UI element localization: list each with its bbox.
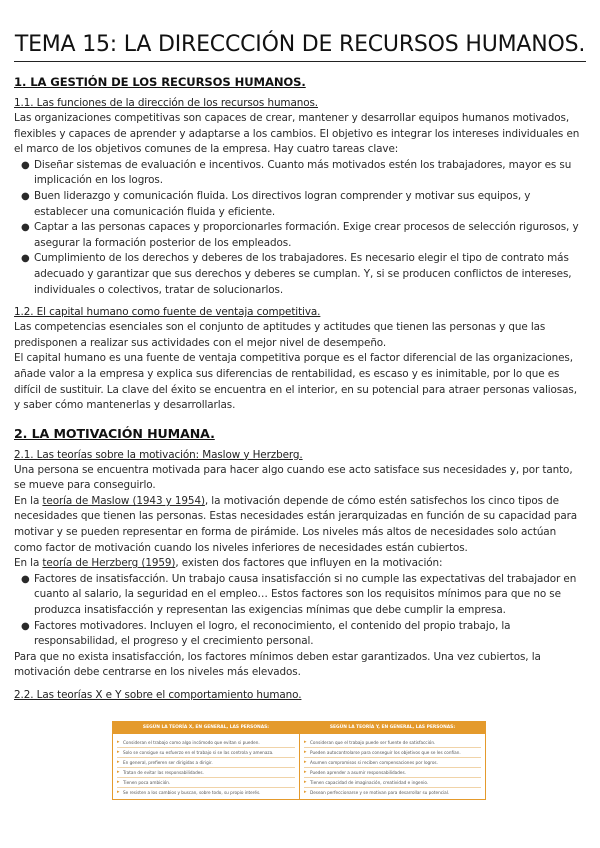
theory-y-column	[299, 722, 485, 799]
table-cell-text: Solo se consigue su esfuerzo en el trabajo si se las controla y amenaza.	[123, 750, 274, 755]
list-item-text: Factores de insatisfacción. Un trabajo causa insatisfacción si no cumple las expectativas del trabajador en cuanto al salario, la seguridad en el empleo… Estos factores son los requisitos mínimos para que no se produzca insatisfacción y representan las exigencias mínimas que debe cumplir la empresa.	[34, 572, 577, 617]
title-underline	[14, 61, 586, 62]
section-1-1-intro: Las organizaciones competitivas son capaces de crear, mantener y desarrollar equipos humanos motivados, flexibles y capaces de aprender y adaptarse a los cambios. El objetivo es integrar los intereses individuales en el marco de los objetivos comunes de la empresa. Hay cuatro tareas clave:	[14, 112, 580, 156]
table-row	[304, 778, 481, 788]
bullet-icon: ●	[21, 159, 30, 171]
table-cell-text: Asumen compromisos si reciben compensaciones por logros.	[310, 760, 438, 765]
row-arrow-icon: ▸	[304, 759, 307, 765]
bullet-icon: ●	[21, 573, 30, 585]
table-row	[117, 748, 295, 758]
section-2-2-heading: 2.2. Las teorías X e Y sobre el comportamiento humano.	[14, 689, 302, 701]
table-cell-text: Tienen poca ambición.	[123, 780, 171, 785]
section-1-1-heading: 1.1. Las funciones de la dirección de los recursos humanos.	[14, 97, 318, 109]
section-1-2-paragraph-1: Las competencias esenciales son el conjunto de aptitudes y actitudes que tienen las personas y que las predisponen a realizar sus actividades con el mejor nivel de desempeño.	[14, 321, 546, 349]
list-item	[21, 220, 586, 251]
row-arrow-icon: ▸	[304, 749, 307, 755]
list-item-text: Captar a las personas capaces y proporcionarles formación. Exige crear procesos de selección rigurosos, y asegurar la formación posterior de los empleados.	[34, 221, 579, 249]
text-run: En la	[14, 557, 43, 570]
section-2-1-paragraph-1: Una persona se encuentra motivada para hacer algo cuando ese acto satisface sus necesidades y, por tanto, se mueve para conseguirlo.	[14, 463, 573, 492]
table-row	[304, 788, 481, 797]
row-arrow-icon: ▸	[117, 769, 120, 775]
list-item	[21, 189, 586, 220]
theory-x-column	[113, 722, 299, 799]
key-tasks-list	[14, 158, 586, 298]
bullet-icon: ●	[21, 253, 30, 265]
theory-xy-table	[112, 721, 486, 800]
list-item-text: Factores motivadores. Incluyen el logro, el reconocimiento, el contenido del propio trabajo, la responsabilidad, el progreso y el crecimiento personal.	[34, 619, 511, 648]
row-arrow-icon: ▸	[304, 779, 307, 785]
bullet-icon: ●	[21, 190, 30, 202]
maslow-reference: teoría de Maslow (1943 y 1954)	[42, 494, 205, 507]
list-item	[21, 572, 586, 619]
table-row	[117, 738, 295, 748]
table-row	[304, 748, 481, 758]
table-cell-text: En general, prefieren ser dirigidas a dirigir.	[123, 760, 213, 765]
section-1-2-paragraph-2: El capital humano es una fuente de ventaja competitiva porque es el factor diferencial de las organizaciones, añade valor a la empresa y explica sus diferencias de rentabilidad, es escaso y es inimitable, por lo que es difícil de sustituir. La clave del éxito se encuentra en el interior, en su potencial para atraer personas valiosas, y saber cómo mantenerlas y desarrollarlas.	[14, 352, 577, 412]
text-run: , la motivación depende de cómo estén satisfechos los cinco tipos de necesidades que tienen las personas. Estas necesidades están jerarquizadas en función de su capacidad para motivar y se pueden representar en forma de pirámide. Los niveles más altos de necesidades solo actúan como factor de motivación cuando los niveles inferiores de necesidades están cubiertos.	[14, 494, 578, 554]
page-title: TEMA 15: LA DIRECCCIÓN DE RECURSOS HUMANOS.	[14, 32, 586, 57]
list-item	[21, 251, 586, 298]
list-item-text: Buen liderazgo y comunicación fluida. Los directivos logran comprender y motivar sus equipos, y establecer una comunicación fluida y eficiente.	[34, 189, 531, 218]
table-row	[117, 788, 295, 797]
table-cell-text: Consideran el trabajo como algo incómodo que evitan si pueden.	[123, 740, 260, 745]
row-arrow-icon: ▸	[117, 759, 120, 765]
table-cell-text: Pueden autocontrolarse para conseguir los objetivos que se les confían.	[310, 750, 461, 755]
table-row	[304, 758, 481, 768]
section-2-1-paragraph-3	[14, 556, 586, 572]
bullet-icon: ●	[21, 620, 30, 632]
section-2-1-heading: 2.1. Las teorías sobre la motivación: Maslow y Herzberg.	[14, 448, 303, 461]
table-row	[304, 768, 481, 778]
row-arrow-icon: ▸	[304, 769, 307, 775]
table-row	[117, 758, 295, 768]
section-2-1-paragraph-4: Para que no exista insatisfacción, los factores mínimos deben estar garantizados. Una vez cubiertos, la motivación debe centrarse en los niveles más elevados.	[14, 650, 541, 679]
table-row	[117, 768, 295, 778]
theory-x-rows	[113, 736, 299, 799]
row-arrow-icon: ▸	[304, 789, 307, 795]
row-arrow-icon: ▸	[117, 749, 120, 755]
table-cell-text: Pueden aprender a asumir responsabilidades.	[310, 770, 406, 775]
text-run: , existen dos factores que influyen en la motivación:	[175, 557, 443, 570]
row-arrow-icon: ▸	[304, 739, 307, 745]
document-body	[14, 73, 586, 703]
table-cell-text: Consideran que el trabajo puede ser fuente de satisfacción.	[310, 740, 436, 745]
section-1-heading: 1. LA GESTIÓN DE LOS RECURSOS HUMANOS.	[14, 75, 306, 89]
section-2-heading: 2. LA MOTIVACIÓN HUMANA.	[14, 425, 215, 441]
list-item-text: Cumplimiento de los derechos y deberes de los trabajadores. Es necesario elegir el tipo de contrato más adecuado y garantizar que sus derechos y deberes se cumplan. Y, si se producen conflictos de intereses, individuales o colectivos, tratar de solucionarlos.	[34, 252, 572, 296]
theory-x-header: SEGÚN LA TEORÍA X, EN GENERAL, LAS PERSONAS:	[113, 722, 299, 736]
text-run: En la	[14, 494, 43, 507]
row-arrow-icon: ▸	[117, 739, 120, 745]
theory-y-rows	[300, 736, 485, 799]
row-arrow-icon: ▸	[117, 789, 120, 795]
table-cell-text: Tienen capacidad de imaginación, creatividad e ingenio.	[310, 780, 429, 785]
table-cell-text: Tratan de evitar las responsabilidades.	[123, 770, 204, 775]
row-arrow-icon: ▸	[117, 779, 120, 785]
table-cell-text: Desean perfeccionarse y se motivan para desarrollar su potencial.	[310, 790, 450, 795]
list-item-text: Diseñar sistemas de evaluación e incentivos. Cuanto más motivados estén los trabajadores, mayor es su implicación en los logros.	[34, 158, 572, 187]
table-row	[304, 738, 481, 748]
section-1-2-heading: 1.2. El capital humano como fuente de ventaja competitiva.	[14, 306, 321, 319]
table-row	[117, 778, 295, 788]
table-cell-text: Se resisten a los cambios y buscan, sobre todo, su propio interés.	[123, 790, 261, 795]
bullet-icon: ●	[21, 222, 30, 234]
section-2-1-paragraph-2	[14, 494, 586, 556]
theory-y-header: SEGÚN LA TEORÍA Y, EN GENERAL, LAS PERSONAS:	[300, 722, 485, 736]
list-item	[21, 158, 586, 189]
herzberg-reference: teoría de Herzberg (1959)	[42, 557, 176, 570]
herzberg-factors-list	[14, 572, 586, 650]
list-item	[21, 619, 586, 650]
